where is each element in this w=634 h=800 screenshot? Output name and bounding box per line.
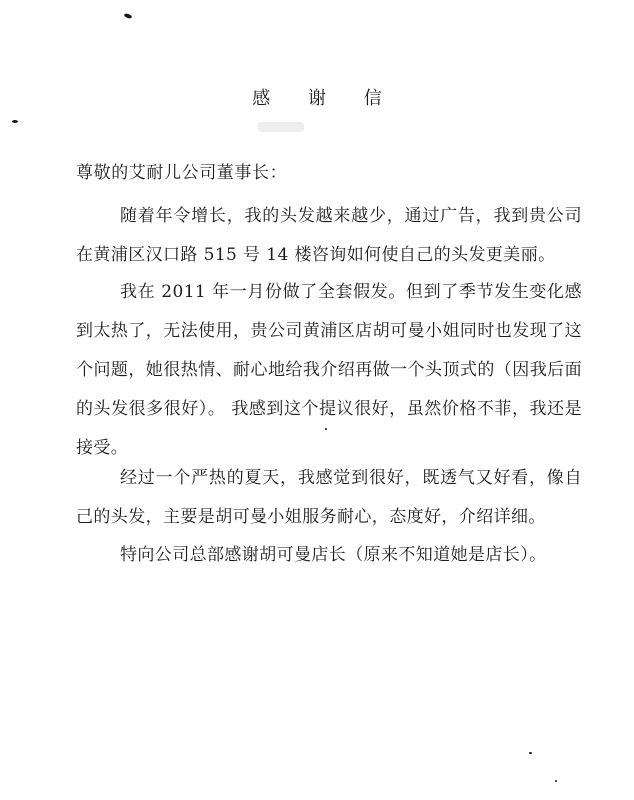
letter-salutation: 尊敬的艾耐儿公司董事长：	[76, 163, 288, 183]
letter-title: 感 谢 信	[252, 88, 398, 109]
scan-speck	[529, 752, 532, 754]
scan-speck	[124, 13, 133, 19]
letter-paragraph: 经过一个严热的夏天，我感觉到很好，既透气又好看，像自己的头发，主要是胡可曼小姐服务耐心，态度好，介绍详细。	[76, 468, 582, 527]
letter-paragraph: 特向公司总部感谢胡可曼店长（原来不知道她是店长）。	[120, 545, 547, 565]
letter-paragraph: 随着年令增长，我的头发越来越少，通过广告，我到贵公司在黄浦区汉口路 515 号 14 楼咨询如何使自己的头发更美丽。	[76, 206, 582, 265]
scan-speck	[555, 780, 557, 782]
scan-smudge	[258, 122, 304, 132]
letter-paragraph: 我在 2011 年一月份做了全套假发。但到了季节发生变化感到太热了，无法使用，贵公司黄浦区店胡可曼小姐同时也发现了这个问题，她很热情、耐心地给我介绍再做一个头顶式的（因我后面的头发很多很好）。 我感到这个提议很好，虽然价格不菲，我还是接受。	[76, 282, 582, 458]
scan-speck	[12, 120, 18, 123]
